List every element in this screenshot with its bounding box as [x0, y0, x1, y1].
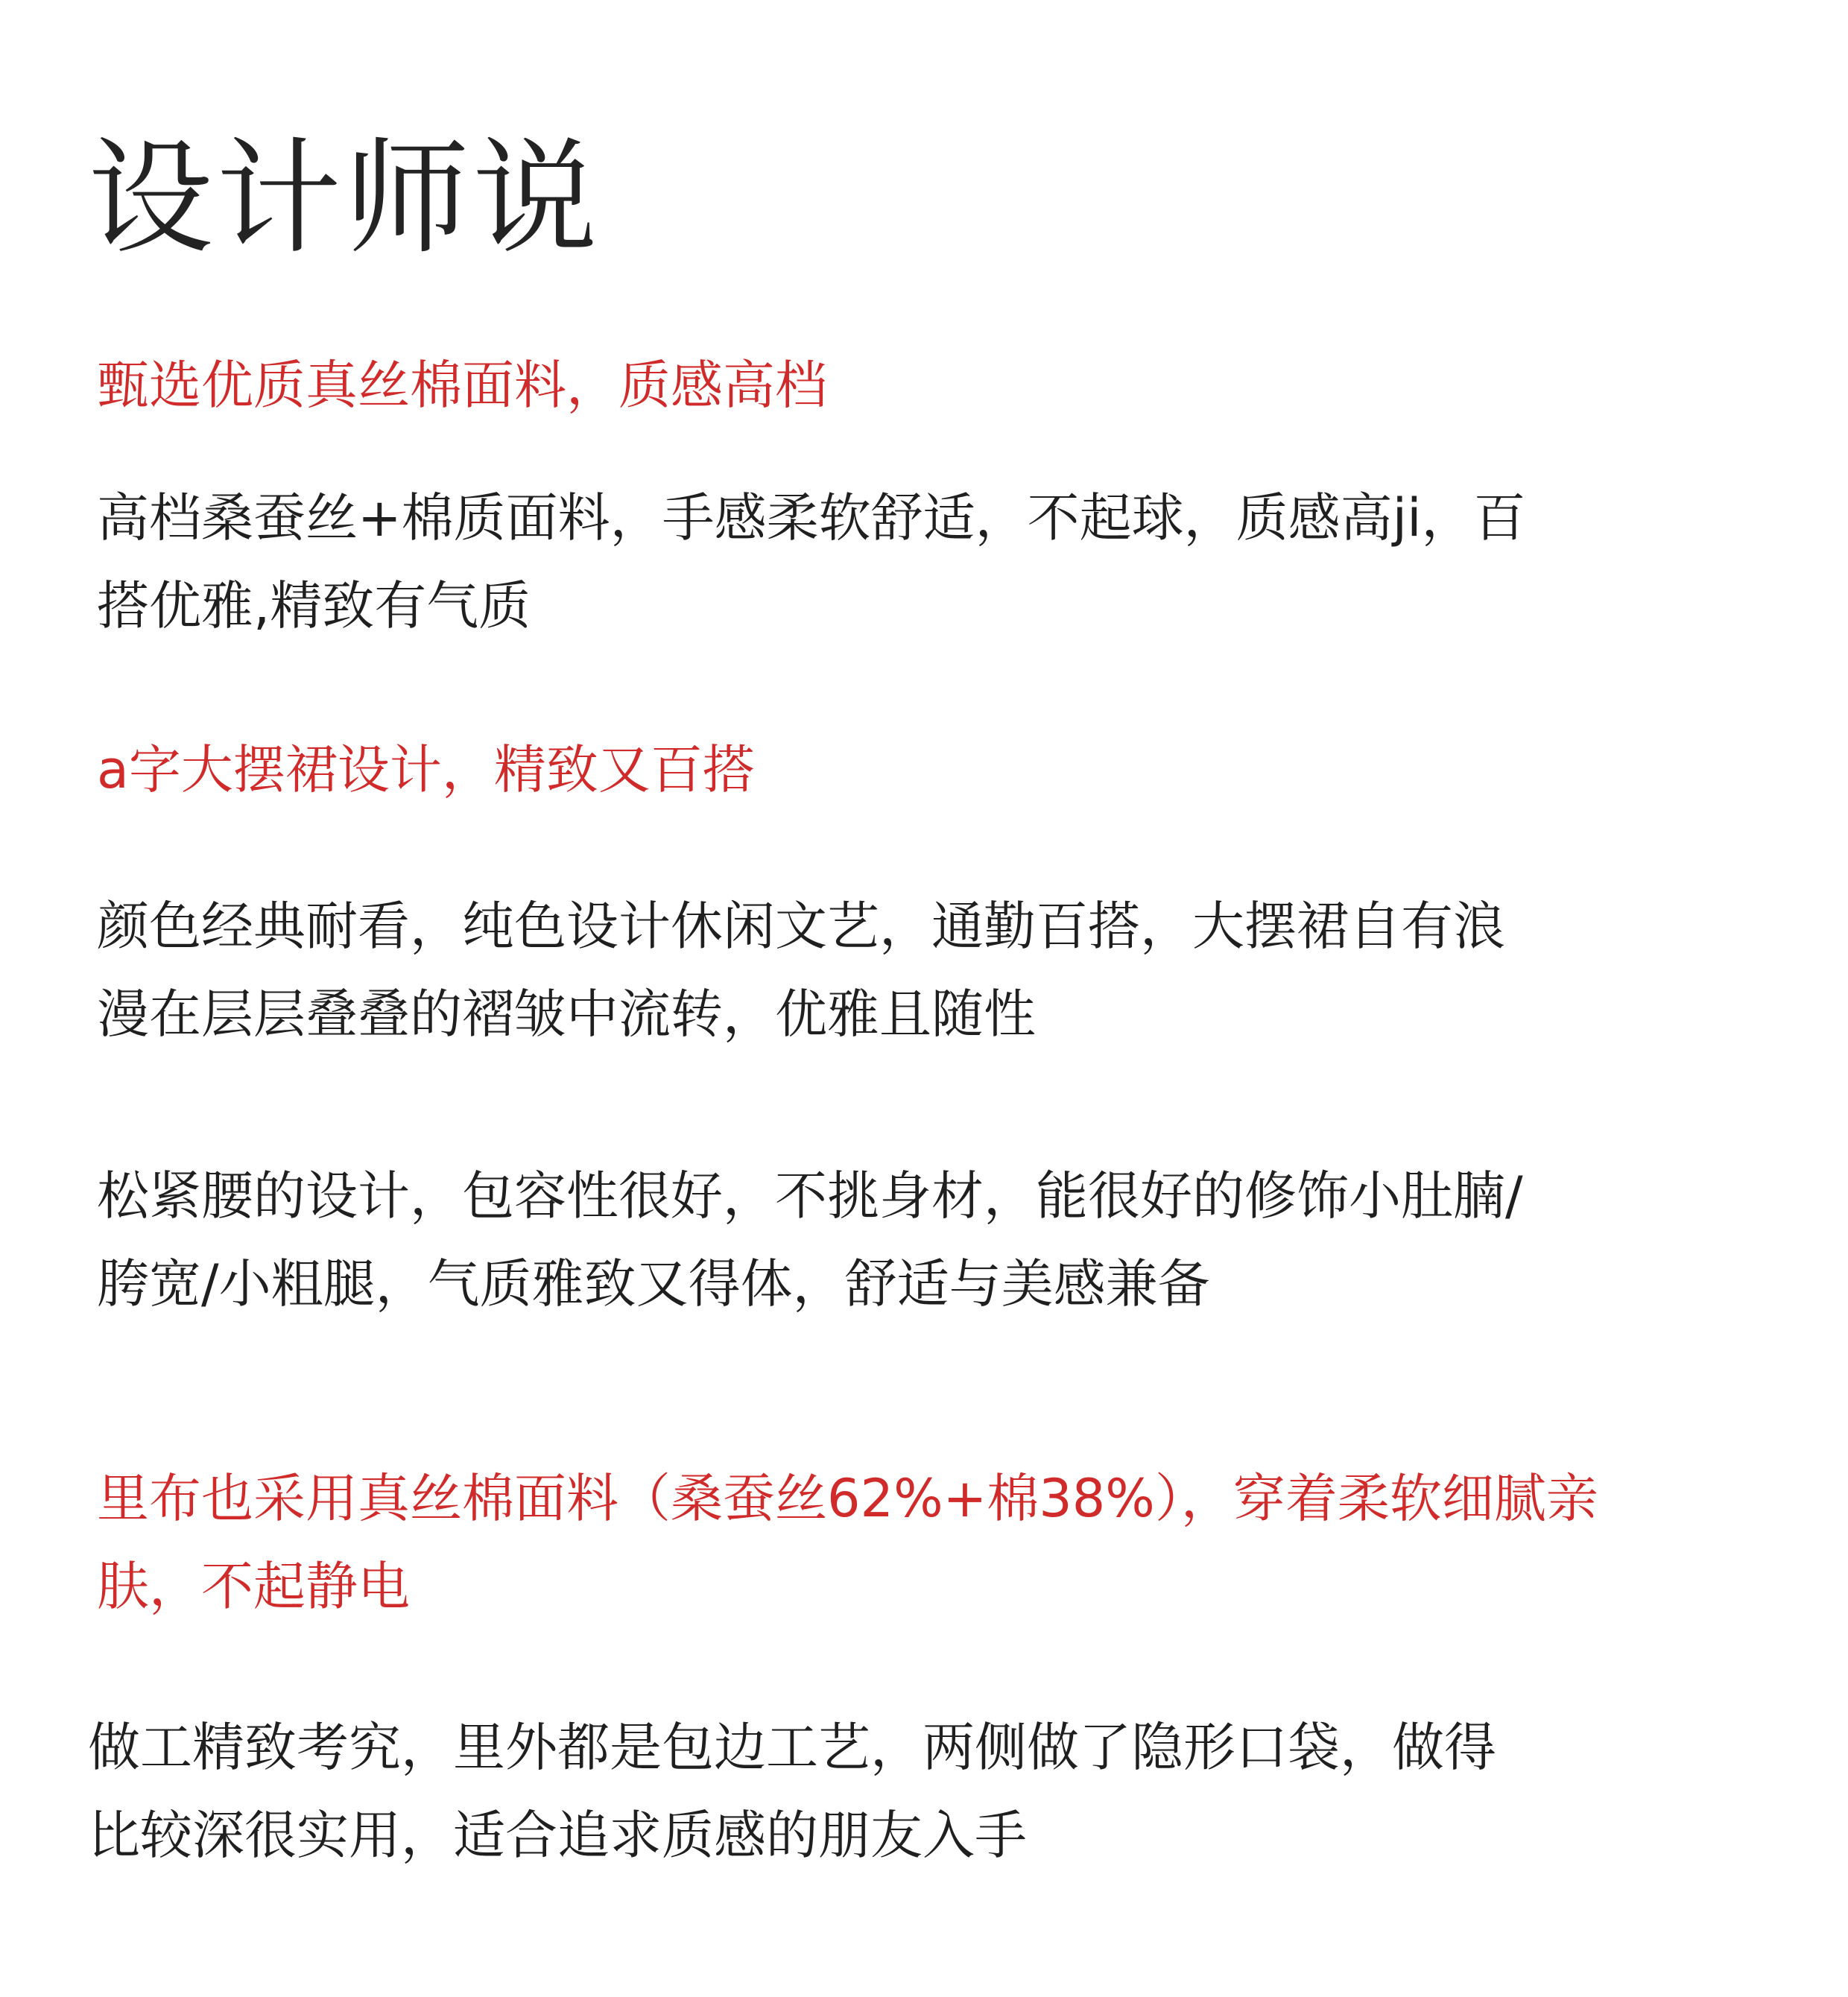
section-body-workmanship	[88, 1703, 1765, 1879]
section-body-waist	[97, 1152, 1773, 1328]
body-line: 松紧腰的设计，包容性很好，不挑身材，能很好的修饰小肚腩/	[97, 1165, 1523, 1227]
heading-line: 肤，不起静电	[97, 1556, 410, 1617]
body-line: 漫在层层叠叠的褶皱中流转，优雅且随性	[97, 984, 1036, 1045]
body-line: 搭优雅,精致有气质	[97, 575, 531, 636]
body-line: 比较深很实用，适合追求质感的朋友入手	[88, 1805, 1027, 1866]
page-title: 设计师说	[88, 125, 601, 271]
section-body-fabric	[97, 474, 1773, 650]
section-heading-lining	[97, 1455, 1773, 1630]
body-line: 颜色经典耐看，纯色设计休闲文艺，通勤百搭，大摆裙自有浪	[97, 896, 1505, 957]
heading-line: 甄选优质真丝棉面料，质感高档	[97, 355, 827, 416]
section-heading-fabric	[97, 341, 1773, 429]
heading-line: a字大摆裙设计，精致又百搭	[97, 739, 755, 800]
body-line: 做工精致考究，里外都是包边工艺，两侧做了隐形口袋，做得	[88, 1717, 1496, 1778]
section-body-skirt	[97, 882, 1773, 1058]
section-heading-skirt	[97, 726, 1773, 814]
body-line: 高档桑蚕丝+棉质面料，手感柔软舒适，不起球，质感高ji，百	[97, 487, 1526, 548]
heading-line: 里布也采用真丝棉面料（桑蚕丝62%+棉38%），穿着柔软细腻亲	[97, 1468, 1598, 1529]
body-line: 胯宽/小粗腿，气质雅致又得体，舒适与美感兼备	[97, 1253, 1210, 1314]
